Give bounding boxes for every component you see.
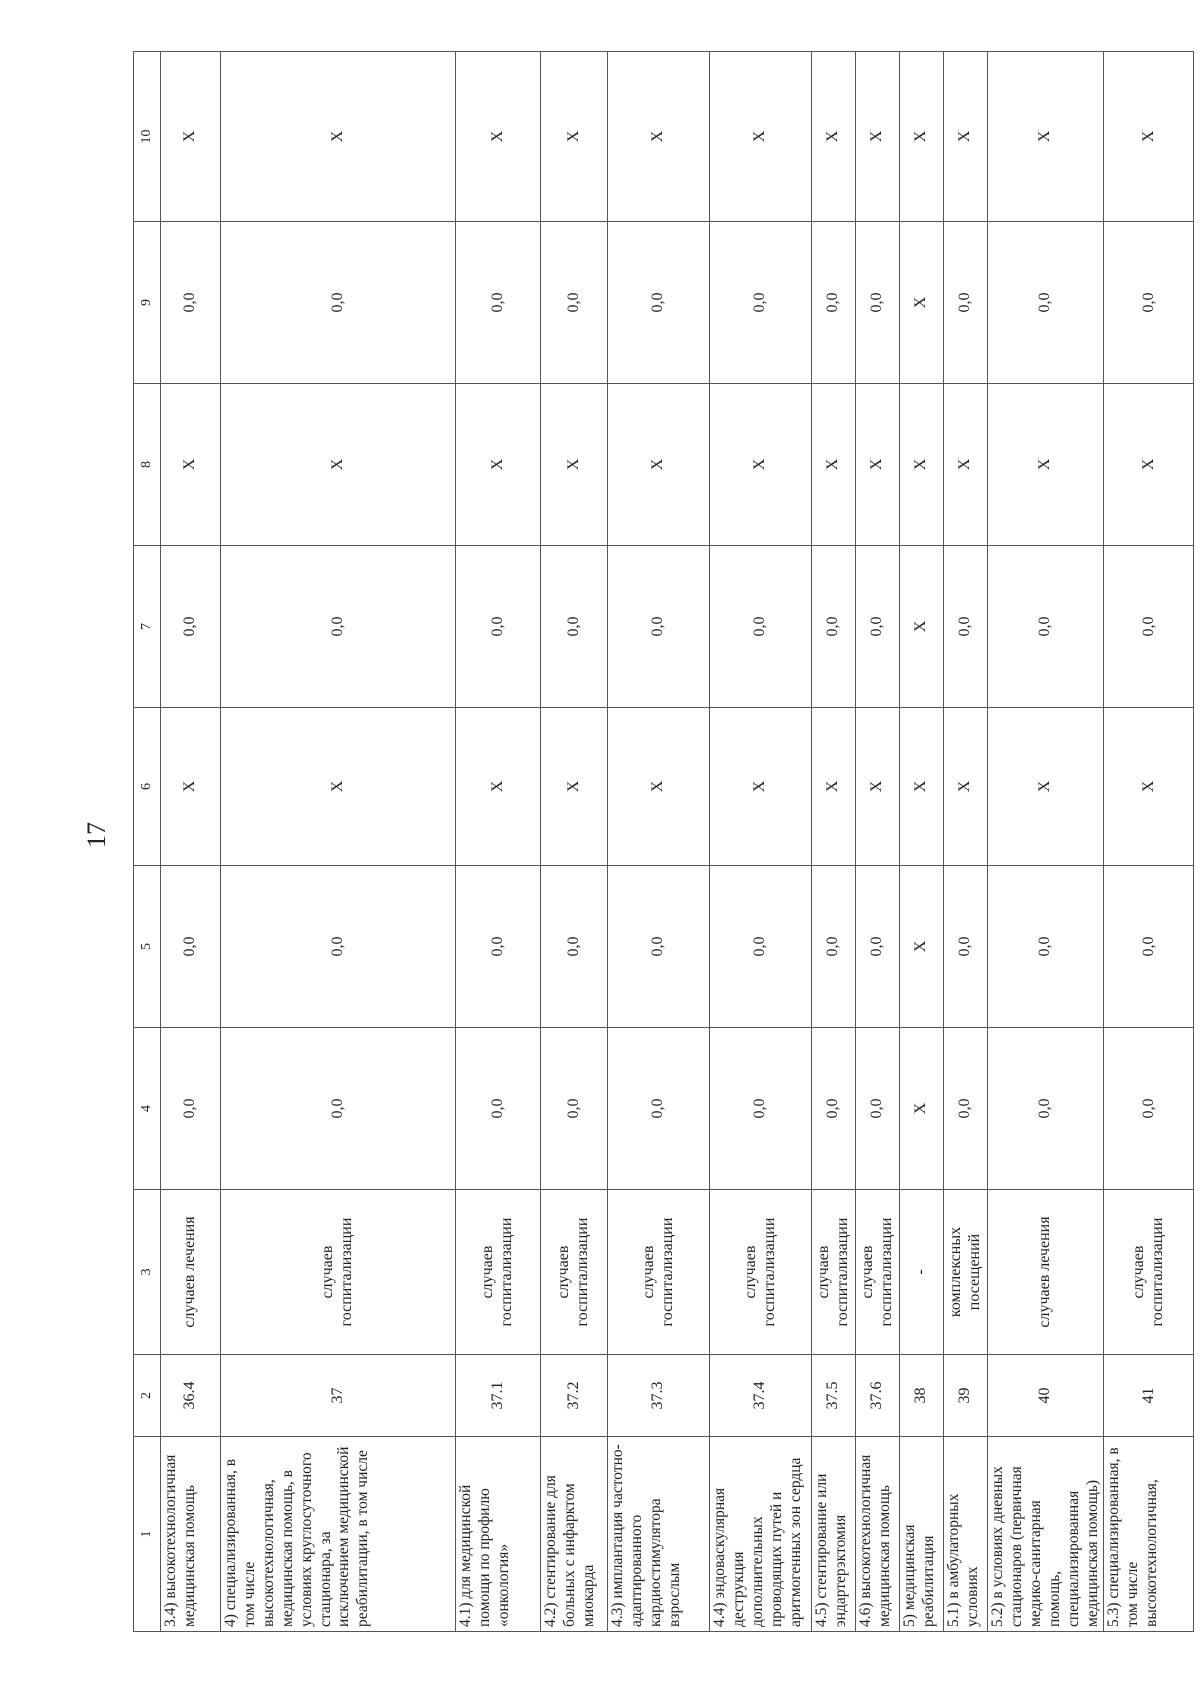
table-row: [812, 52, 856, 1632]
value-cell: X: [812, 384, 856, 546]
row-unit-cell: случаев госпитализации: [856, 1190, 900, 1355]
table-row: [856, 52, 900, 1632]
value-cell: X: [856, 52, 900, 222]
row-unit-cell: случаев лечения: [988, 1190, 1104, 1355]
table-row: [988, 52, 1104, 1632]
data-table: [133, 51, 1194, 1632]
value-cell: 0,0: [710, 1028, 812, 1190]
row-name-cell: 4.2) стентирование для больных с инфарктом миокарда: [541, 1437, 608, 1632]
table-row: [456, 52, 541, 1632]
value-cell: 0,0: [608, 1028, 710, 1190]
value-cell: 0,0: [710, 546, 812, 708]
value-cell: X: [856, 708, 900, 866]
value-cell: X: [812, 52, 856, 222]
value-cell: X: [1104, 708, 1194, 866]
value-cell: 0,0: [456, 546, 541, 708]
row-unit-cell: случаев госпитализации: [608, 1190, 710, 1355]
value-cell: X: [456, 384, 541, 546]
value-cell: X: [221, 52, 456, 222]
value-cell: 0,0: [456, 1028, 541, 1190]
value-cell: X: [944, 52, 988, 222]
value-cell: 0,0: [1104, 546, 1194, 708]
value-cell: 0,0: [161, 222, 221, 384]
value-cell: X: [988, 708, 1104, 866]
row-unit-cell: случаев госпитализации: [1104, 1190, 1194, 1355]
table-row: [541, 52, 608, 1632]
value-cell: 0,0: [812, 866, 856, 1028]
value-cell: X: [456, 708, 541, 866]
value-cell: 0,0: [608, 546, 710, 708]
value-cell: 0,0: [856, 546, 900, 708]
value-cell: X: [900, 866, 944, 1028]
table-row: [608, 52, 710, 1632]
value-cell: X: [541, 52, 608, 222]
row-code-cell: 37: [221, 1355, 456, 1437]
value-cell: 0,0: [608, 222, 710, 384]
value-cell: 0,0: [812, 546, 856, 708]
value-cell: 0,0: [221, 866, 456, 1028]
table-row: [1104, 52, 1194, 1632]
value-cell: 0,0: [944, 866, 988, 1028]
value-cell: 0,0: [161, 546, 221, 708]
row-code-cell: 39: [944, 1355, 988, 1437]
row-code-cell: 37.2: [541, 1355, 608, 1437]
column-header: 7: [134, 546, 161, 708]
value-cell: 0,0: [856, 222, 900, 384]
value-cell: 0,0: [1104, 222, 1194, 384]
rotated-table-wrapper: [133, 52, 1166, 1632]
value-cell: X: [161, 384, 221, 546]
value-cell: X: [221, 384, 456, 546]
value-cell: X: [456, 52, 541, 222]
row-code-cell: 38: [900, 1355, 944, 1437]
row-name-cell: 4.4) эндоваскулярная деструкция дополнительных проводящих путей и аритмогенных зон сердца: [710, 1437, 812, 1632]
value-cell: X: [710, 52, 812, 222]
column-header-row: [134, 52, 161, 1632]
value-cell: 0,0: [988, 222, 1104, 384]
row-name-cell: 4) специализированная, в том числе высокотехнологичная, медицинская помощь, в условиях круглосуточного стационара, за исключением медицинской реабилитации, в том числе: [221, 1437, 456, 1632]
value-cell: X: [988, 52, 1104, 222]
page-number-text: 17: [82, 822, 111, 848]
value-cell: X: [856, 384, 900, 546]
value-cell: X: [1104, 52, 1194, 222]
row-code-cell: 40: [988, 1355, 1104, 1437]
value-cell: X: [161, 708, 221, 866]
column-header: 10: [134, 52, 161, 222]
row-name-cell: 3.4) высокотехнологичная медицинская помощь: [161, 1437, 221, 1632]
row-code-cell: 41: [1104, 1355, 1194, 1437]
value-cell: X: [900, 384, 944, 546]
column-header: 2: [134, 1355, 161, 1437]
row-unit-cell: случаев лечения: [161, 1190, 221, 1355]
value-cell: X: [944, 708, 988, 866]
value-cell: 0,0: [856, 866, 900, 1028]
row-unit-cell: случаев госпитализации: [221, 1190, 456, 1355]
value-cell: 0,0: [944, 1028, 988, 1190]
value-cell: 0,0: [221, 546, 456, 708]
row-code-cell: 36.4: [161, 1355, 221, 1437]
value-cell: 0,0: [221, 1028, 456, 1190]
value-cell: X: [608, 384, 710, 546]
value-cell: 0,0: [541, 546, 608, 708]
table-body: [134, 52, 1194, 1632]
row-code-cell: 37.4: [710, 1355, 812, 1437]
row-name-cell: 4.6) высокотехнологичная медицинская помощь: [856, 1437, 900, 1632]
value-cell: 0,0: [456, 866, 541, 1028]
table-row: [161, 52, 221, 1632]
value-cell: X: [900, 1028, 944, 1190]
row-unit-cell: случаев госпитализации: [456, 1190, 541, 1355]
value-cell: 0,0: [1104, 866, 1194, 1028]
row-code-cell: 37.5: [812, 1355, 856, 1437]
table-row: [944, 52, 988, 1632]
row-unit-cell: комплексных посещений: [944, 1190, 988, 1355]
row-name-cell: 5.1) в амбулаторных условиях: [944, 1437, 988, 1632]
value-cell: X: [161, 52, 221, 222]
value-cell: X: [608, 708, 710, 866]
value-cell: X: [221, 708, 456, 866]
row-name-cell: 5) медицинская реабилитация: [900, 1437, 944, 1632]
table-row: [710, 52, 812, 1632]
row-name-cell: 4.1) для медицинской помощи по профилю «онкология»: [456, 1437, 541, 1632]
row-unit-cell: случаев госпитализации: [710, 1190, 812, 1355]
column-header: 9: [134, 222, 161, 384]
table-row: [221, 52, 456, 1632]
table-row: [900, 52, 944, 1632]
value-cell: 0,0: [812, 1028, 856, 1190]
page-number: [84, 820, 110, 850]
value-cell: X: [710, 708, 812, 866]
value-cell: 0,0: [541, 866, 608, 1028]
value-cell: X: [900, 52, 944, 222]
row-unit-cell: -: [900, 1190, 944, 1355]
column-header: 4: [134, 1028, 161, 1190]
value-cell: 0,0: [944, 546, 988, 708]
row-name-cell: 5.3) специализированная, в том числе высокотехнологичная,: [1104, 1437, 1194, 1632]
column-header: 5: [134, 866, 161, 1028]
row-name-cell: 5.2) в условиях дневных стационаров (первичная медико-санитарная помощь, специализированная медицинская помощь): [988, 1437, 1104, 1632]
row-code-cell: 37.1: [456, 1355, 541, 1437]
value-cell: 0,0: [1104, 1028, 1194, 1190]
value-cell: 0,0: [812, 222, 856, 384]
row-code-cell: 37.6: [856, 1355, 900, 1437]
row-unit-cell: случаев госпитализации: [812, 1190, 856, 1355]
column-header: 8: [134, 384, 161, 546]
value-cell: X: [710, 384, 812, 546]
value-cell: 0,0: [456, 222, 541, 384]
value-cell: X: [900, 546, 944, 708]
value-cell: X: [541, 384, 608, 546]
value-cell: X: [900, 708, 944, 866]
value-cell: 0,0: [161, 866, 221, 1028]
row-code-cell: 37.3: [608, 1355, 710, 1437]
value-cell: X: [1104, 384, 1194, 546]
value-cell: 0,0: [944, 222, 988, 384]
value-cell: X: [541, 708, 608, 866]
value-cell: X: [988, 384, 1104, 546]
value-cell: 0,0: [856, 1028, 900, 1190]
row-name-cell: 4.3) имплантация частотно-адаптированного кардиостимулятора взрослым: [608, 1437, 710, 1632]
value-cell: X: [608, 52, 710, 222]
value-cell: X: [900, 222, 944, 384]
value-cell: 0,0: [988, 866, 1104, 1028]
value-cell: 0,0: [710, 866, 812, 1028]
value-cell: X: [812, 708, 856, 866]
value-cell: 0,0: [221, 222, 456, 384]
value-cell: 0,0: [988, 1028, 1104, 1190]
value-cell: 0,0: [161, 1028, 221, 1190]
column-header: 6: [134, 708, 161, 866]
column-header: 3: [134, 1190, 161, 1355]
value-cell: 0,0: [541, 1028, 608, 1190]
row-name-cell: 4.5) стентирование или эндартерэктомия: [812, 1437, 856, 1632]
row-unit-cell: случаев госпитализации: [541, 1190, 608, 1355]
value-cell: 0,0: [988, 546, 1104, 708]
value-cell: 0,0: [541, 222, 608, 384]
column-header: 1: [134, 1437, 161, 1632]
value-cell: 0,0: [710, 222, 812, 384]
value-cell: X: [944, 384, 988, 546]
value-cell: 0,0: [608, 866, 710, 1028]
